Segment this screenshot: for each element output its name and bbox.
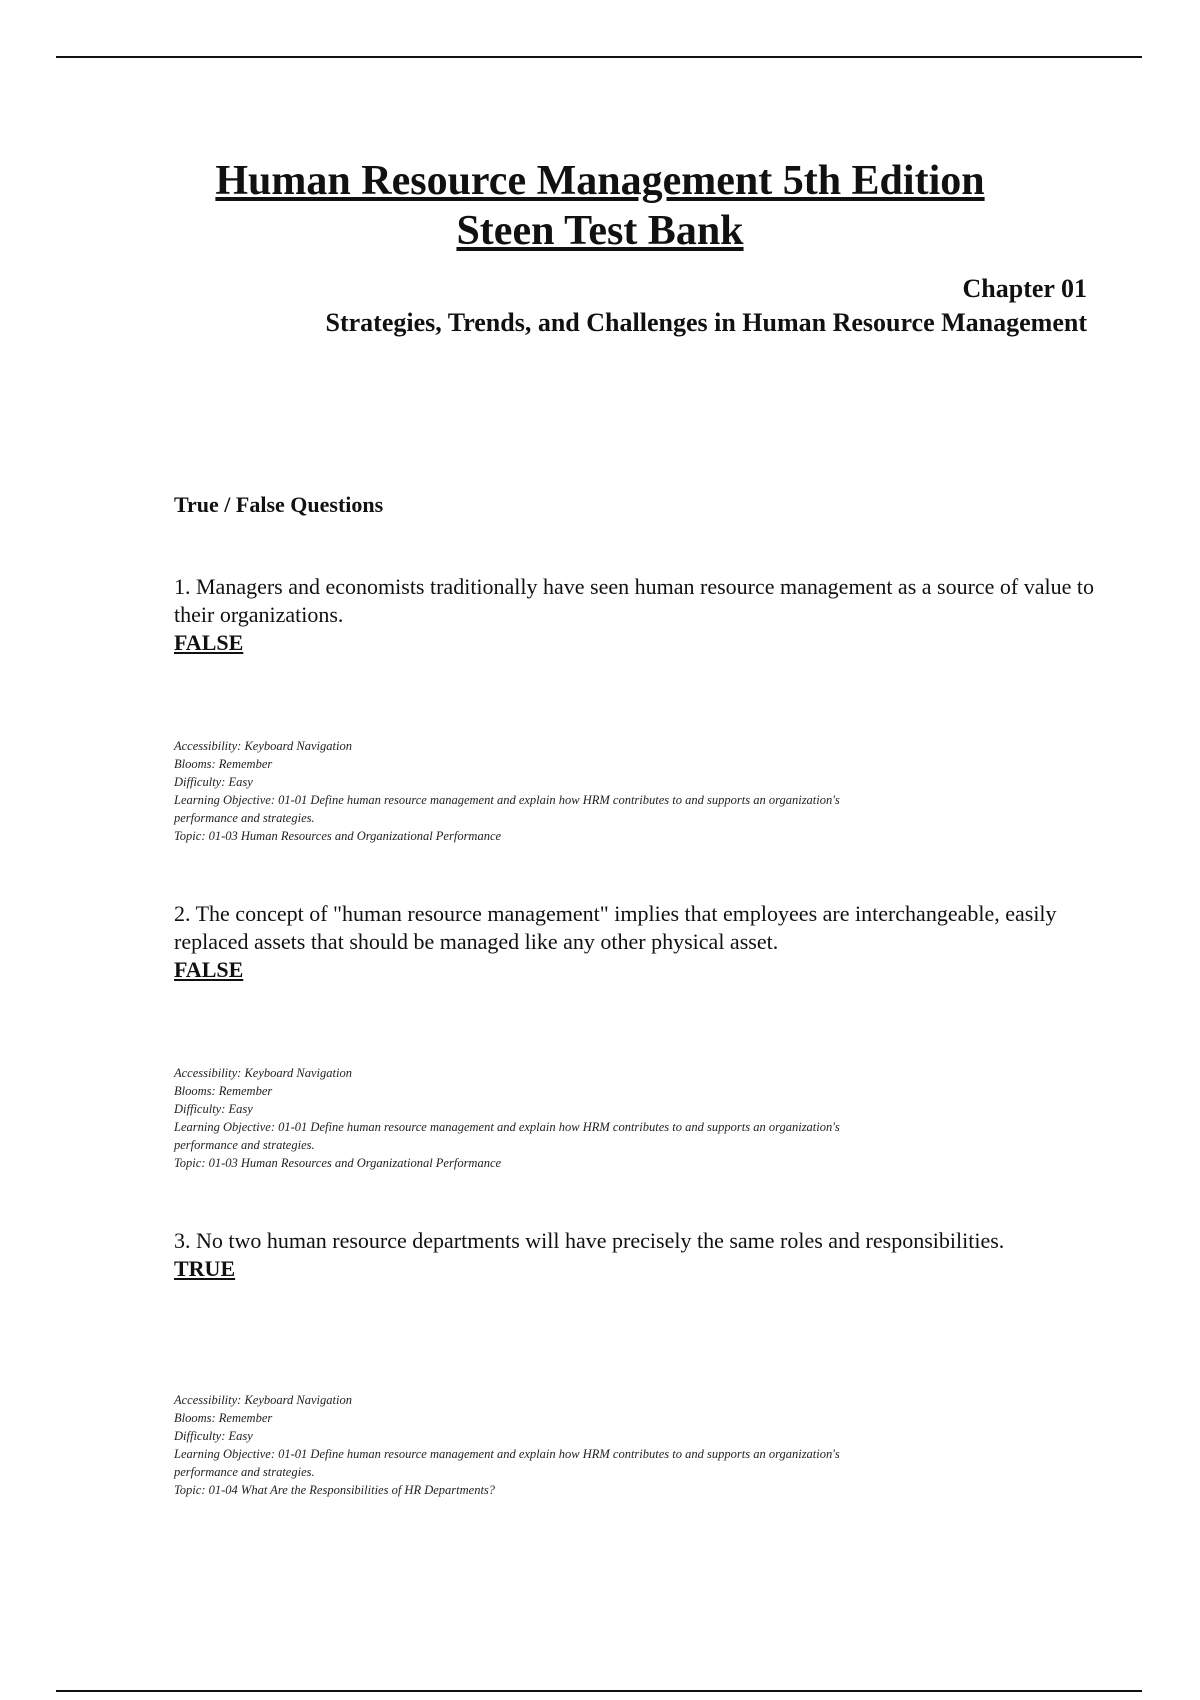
meta-topic: Topic: 01-04 What Are the Responsibilities of HR Departments? bbox=[174, 1483, 496, 1497]
meta-accessibility: Accessibility: Keyboard Navigation bbox=[174, 1066, 352, 1080]
meta-objective-line2: performance and strategies. bbox=[174, 1138, 315, 1152]
question-answer: FALSE bbox=[174, 630, 244, 655]
top-rule bbox=[56, 56, 1142, 58]
meta-objective-line1: Learning Objective: 01-01 Define human resource management and explain how HRM contributes to and supports an organization's bbox=[174, 1120, 840, 1134]
question-metadata bbox=[174, 1391, 1094, 1499]
meta-blooms: Blooms: Remember bbox=[174, 1411, 273, 1425]
question-item bbox=[174, 573, 1095, 843]
meta-objective-line2: performance and strategies. bbox=[174, 811, 315, 825]
chapter-header bbox=[326, 272, 1087, 340]
meta-difficulty: Difficulty: Easy bbox=[174, 1102, 253, 1116]
meta-blooms: Blooms: Remember bbox=[174, 757, 273, 771]
meta-blooms: Blooms: Remember bbox=[174, 1084, 273, 1098]
question-metadata bbox=[174, 737, 1094, 845]
question-item bbox=[174, 1227, 1094, 1497]
meta-accessibility: Accessibility: Keyboard Navigation bbox=[174, 1393, 352, 1407]
question-answer: TRUE bbox=[174, 1256, 236, 1281]
meta-difficulty: Difficulty: Easy bbox=[174, 775, 253, 789]
question-answer: FALSE bbox=[174, 957, 244, 982]
meta-objective-line2: performance and strategies. bbox=[174, 1465, 315, 1479]
question-metadata bbox=[174, 1064, 1094, 1172]
question-text: 3. No two human resource departments will have precisely the same roles and responsibilities. bbox=[174, 1228, 1005, 1253]
title-line-2: Steen Test Bank bbox=[456, 208, 744, 254]
meta-difficulty: Difficulty: Easy bbox=[174, 1429, 253, 1443]
section-heading: True / False Questions bbox=[174, 492, 384, 517]
question-text: 2. The concept of "human resource management" implies that employees are interchangeable, easily replaced assets that should be managed like any other physical asset. bbox=[174, 901, 1057, 954]
chapter-title: Strategies, Trends, and Challenges in Human Resource Management bbox=[325, 308, 1087, 337]
meta-objective-line1: Learning Objective: 01-01 Define human resource management and explain how HRM contributes to and supports an organization's bbox=[174, 1447, 840, 1461]
meta-objective-line1: Learning Objective: 01-01 Define human resource management and explain how HRM contributes to and supports an organization's bbox=[174, 793, 840, 807]
chapter-number: Chapter 01 bbox=[962, 274, 1087, 303]
meta-topic: Topic: 01-03 Human Resources and Organizational Performance bbox=[174, 829, 502, 843]
question-text: 1. Managers and economists traditionally have seen human resource management as a source of value to their organizations. bbox=[174, 574, 1095, 627]
meta-accessibility: Accessibility: Keyboard Navigation bbox=[174, 739, 352, 753]
bottom-rule bbox=[56, 1690, 1142, 1692]
meta-topic: Topic: 01-03 Human Resources and Organizational Performance bbox=[174, 1156, 502, 1170]
question-item bbox=[174, 900, 1094, 1170]
title-line-1: Human Resource Management 5th Edition bbox=[215, 158, 985, 204]
document-title bbox=[0, 156, 1200, 256]
